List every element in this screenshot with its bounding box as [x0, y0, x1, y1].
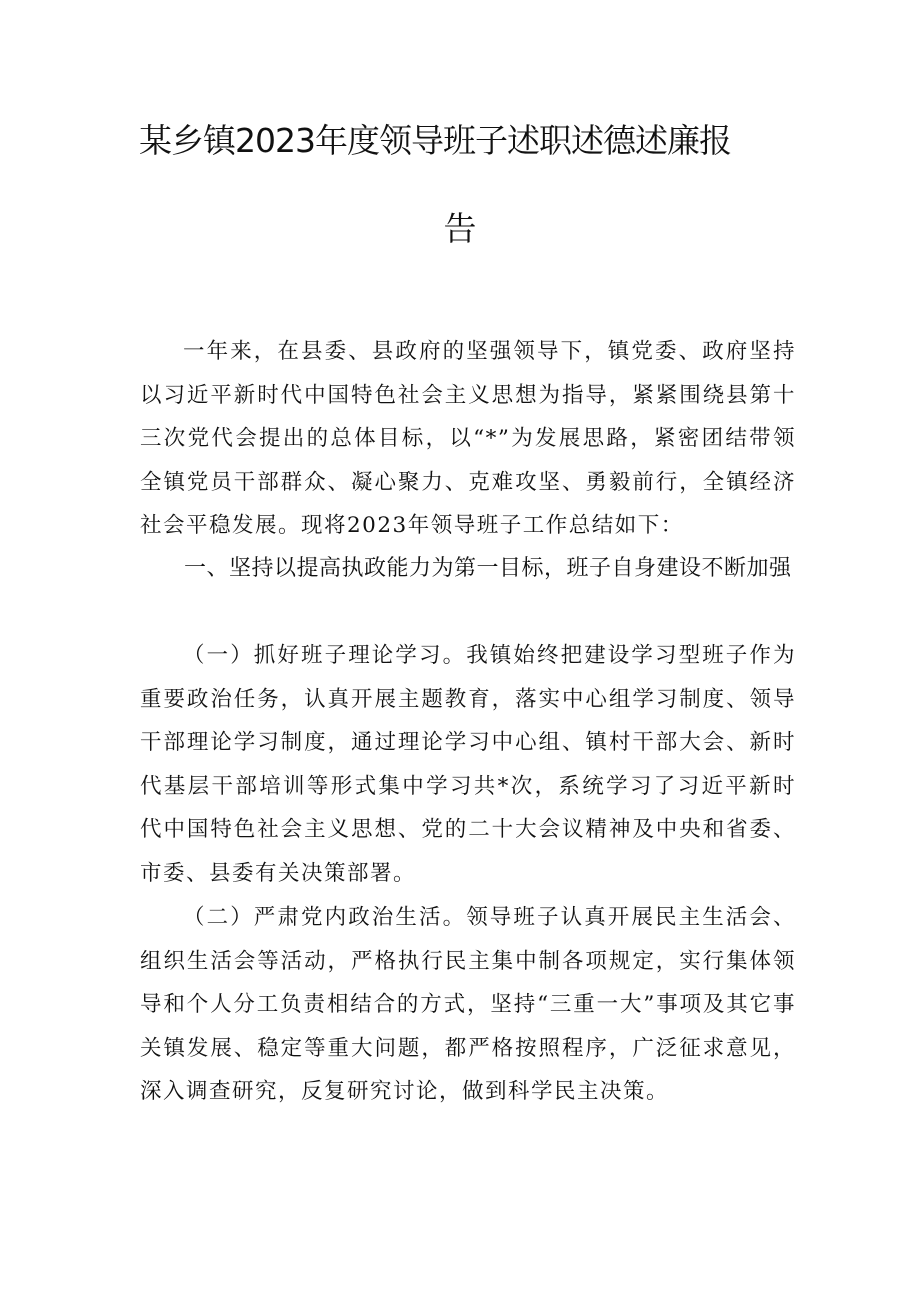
- section-heading-1: 一、坚持以提高执政能力为第一目标，班子自身建设不断加强: [184, 556, 792, 581]
- paragraph-study: （一）抓好班子理论学习。我镇始终把建设学习型班子作为重要政治任务，认真开展主题教育，落实中心组学习制度、领导干部理论学习制度，通过理论学习中心组、镇村干部大会、新时代基层干部培训等形式集中学习共*次，系统学习了习近平新时代中国特色社会主义思想、党的二十大会议精神及中央和省委、市委、县委有关决策部署。: [140, 643, 796, 886]
- paragraph-party-life: （二）严肃党内政治生活。领导班子认真开展民主生活会、组织生活会等活动，严格执行民主集中制各项规定，实行集体领导和个人分工负责相结合的方式，坚持“三重一大”事项及其它事关镇发展、稳定等重大问题，都严格按照程序，广泛征求意见，深入调查研究，反复研究讨论，做到科学民主决策。: [140, 905, 796, 1104]
- document-title: 某乡镇2023年度领导班子述职述德述廉报: [139, 121, 731, 160]
- intro-paragraph: 一年来，在县委、县政府的坚强领导下，镇党委、政府坚持以习近平新时代中国特色社会主义思想为指导，紧紧围绕县第十三次党代会提出的总体目标，以“*”为发展思路，紧密团结带领全镇党员干部群众、凝心聚力、克难攻坚、勇毅前行，全镇经济社会平稳发展。现将2023年领导班子工作总结如下：: [140, 339, 796, 538]
- document-title-continuation: 告: [443, 209, 477, 248]
